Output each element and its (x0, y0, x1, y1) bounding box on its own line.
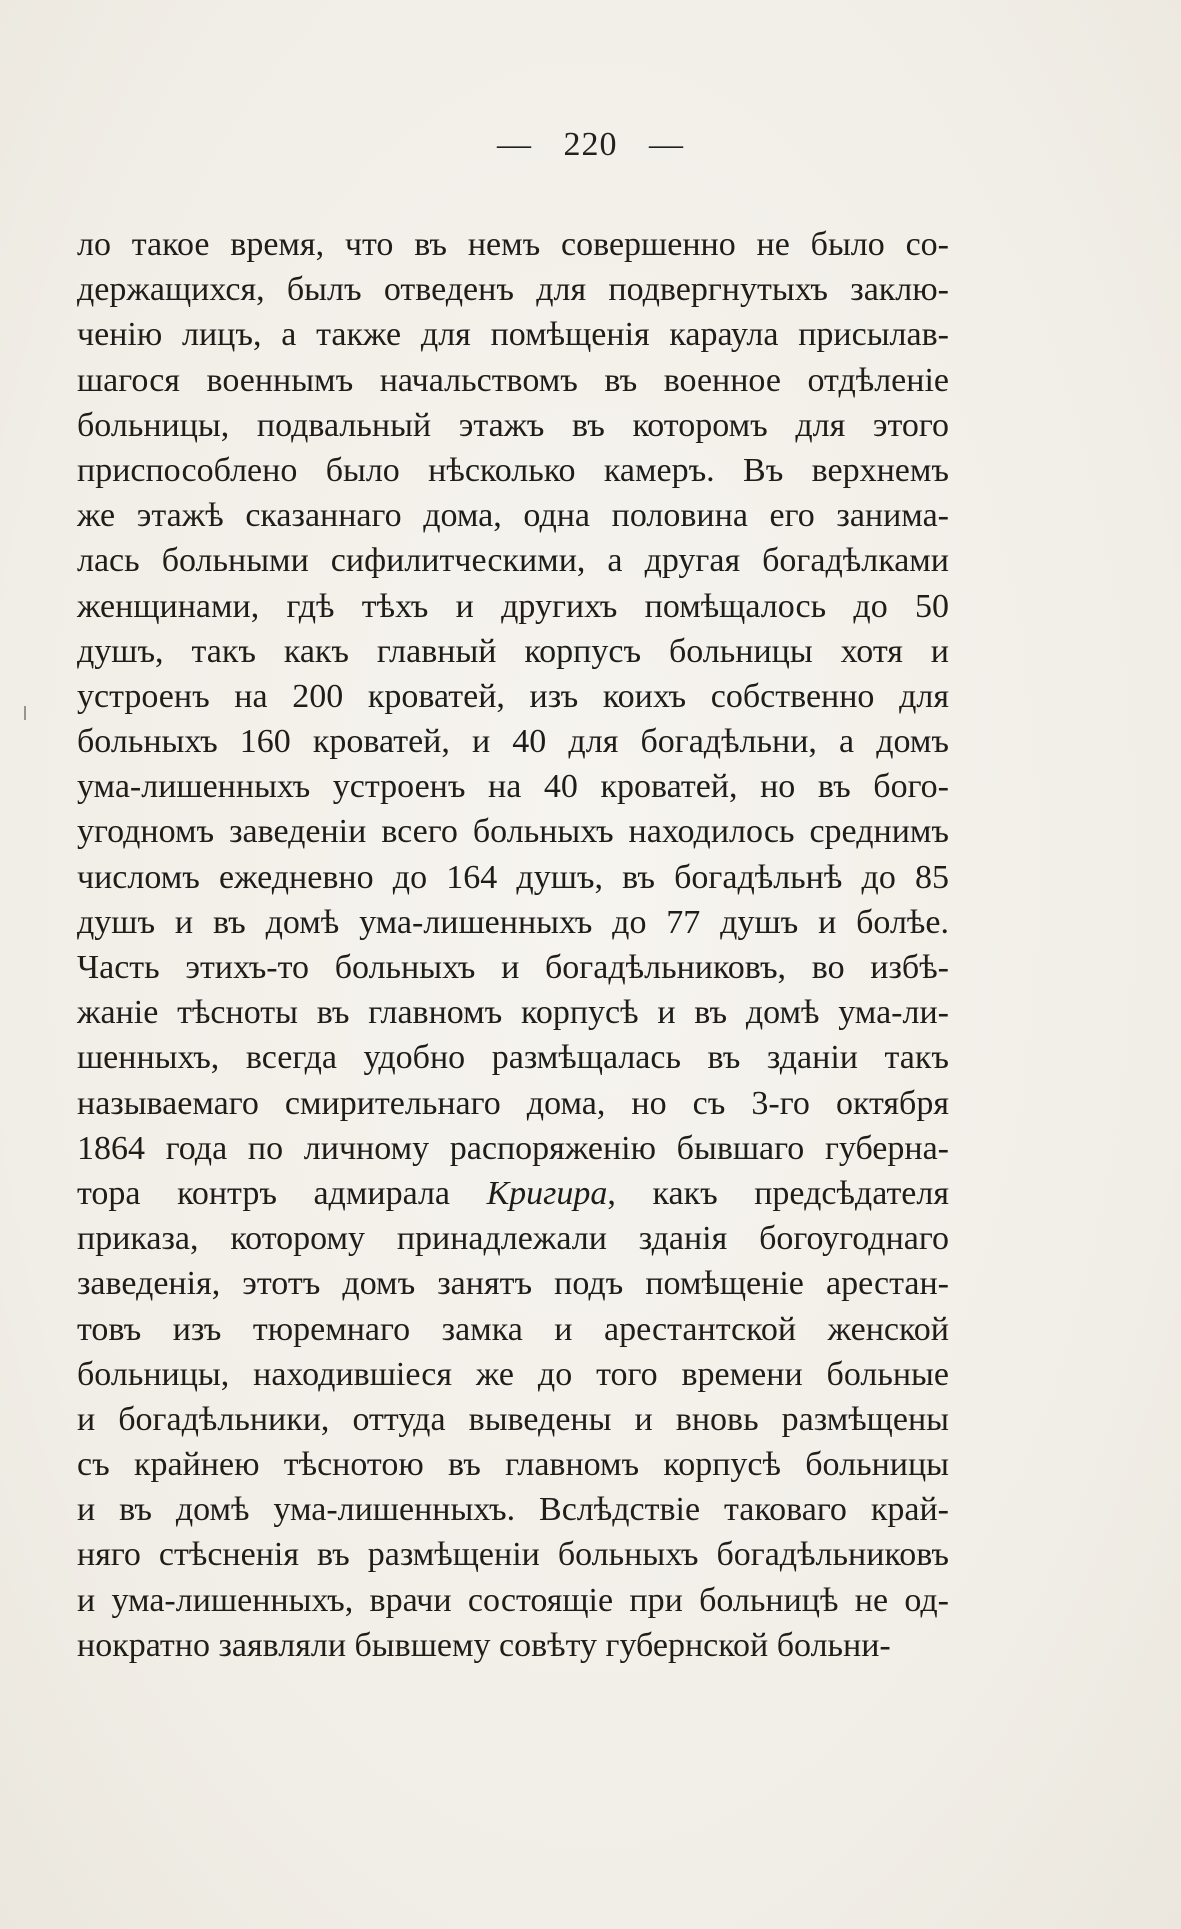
text-line (77, 764, 949, 809)
text-segment: заведенія, этотъ домъ занятъ подъ помѣщеніе арестан- (77, 1265, 949, 1303)
text-line (77, 809, 949, 854)
text-segment: товъ изъ тюремнаго замка и арестантской женской (77, 1310, 949, 1348)
text-segment: устроенъ на 200 кроватей, изъ коихъ собственно для (77, 677, 949, 715)
text-segment: называемаго смирительнаго дома, но съ 3-го октября (77, 1084, 949, 1122)
text-segment: шагося военнымъ начальствомъ въ военное отдѣленіе (77, 361, 949, 399)
text-line (77, 403, 949, 448)
page-number-dash-right: — (649, 126, 684, 163)
page-number: 220 (563, 126, 618, 163)
text-line (77, 1352, 949, 1397)
text-line (77, 1081, 949, 1126)
text-line (77, 1487, 949, 1532)
margin-mark (24, 706, 26, 720)
text-line (77, 719, 949, 764)
text-line (77, 538, 949, 583)
text-line (77, 900, 949, 945)
text-line (77, 312, 949, 357)
text-segment: жаніе тѣсноты въ главномъ корпусѣ и въ домѣ ума-ли- (77, 994, 949, 1032)
text-line (77, 222, 949, 267)
text-segment: душъ, такъ какъ главный корпусъ больницы хотя и (77, 632, 949, 670)
text-segment: больницы, находившіеся же до того времени больные (77, 1355, 949, 1393)
text-line (77, 1171, 949, 1216)
text-line (77, 1532, 949, 1577)
text-segment: приказа, которому принадлежали зданія богоугоднаго (77, 1220, 949, 1258)
text-line (77, 358, 949, 403)
text-segment: приспособлено было нѣсколько камеръ. Въ верхнемъ (77, 451, 949, 489)
text-segment: больныхъ 160 кроватей, и 40 для богадѣльни, а домъ (77, 723, 949, 761)
text-segment: женщинами, гдѣ тѣхъ и другихъ помѣщалось до 50 (77, 587, 949, 625)
text-line (77, 990, 949, 1035)
text-segment: числомъ ежедневно до 164 душъ, въ богадѣльнѣ до 85 (77, 858, 949, 896)
text-line (77, 493, 949, 538)
text-segment: и богадѣльники, оттуда выведены и вновь размѣщены (77, 1400, 949, 1438)
emphasized-name: Кригира (486, 1174, 608, 1212)
text-segment: ума-лишенныхъ устроенъ на 40 кроватей, но въ бого- (77, 768, 949, 806)
text-line (77, 1307, 949, 1352)
text-line (77, 1261, 949, 1306)
text-line (77, 584, 949, 629)
text-segment: шенныхъ, всегда удобно размѣщалась въ зданіи такъ (77, 1039, 949, 1077)
text-line (77, 1126, 949, 1171)
text-segment: угодномъ заведеніи всего больныхъ находилось среднимъ (77, 813, 949, 851)
text-segment: больницы, подвальный этажъ въ которомъ для этого (77, 406, 949, 444)
text-line (77, 1623, 949, 1668)
text-segment: душъ и въ домѣ ума-лишенныхъ до 77 душъ и болѣе. (77, 903, 949, 941)
text-segment: ло такое время, что въ немъ совершенно не было со- (77, 226, 949, 263)
text-segment: , какъ предсѣдателя (607, 1174, 949, 1212)
text-line (77, 1216, 949, 1261)
text-line (77, 674, 949, 719)
page-number-header (0, 126, 1181, 164)
text-segment: ченію лицъ, а также для помѣщенія караула присылав- (77, 316, 949, 354)
text-segment: съ крайнею тѣснотою въ главномъ корпусѣ больницы (77, 1446, 949, 1484)
text-segment: лась больными сифилитческими, а другая богадѣлками (77, 542, 949, 580)
text-segment: тора контръ адмирала (77, 1174, 487, 1212)
text-segment: няго стѣсненія въ размѣщеніи больныхъ богадѣльниковъ (77, 1536, 949, 1574)
text-segment: нократно заявляли бывшему совѣту губернской больни- (77, 1626, 891, 1664)
text-line (77, 267, 949, 312)
text-line (77, 448, 949, 493)
text-segment: же этажѣ сказаннаго дома, одна половина его занима- (77, 497, 949, 535)
text-line (77, 1442, 949, 1487)
text-segment: Часть этихъ-то больныхъ и богадѣльниковъ, во избѣ- (77, 949, 949, 986)
text-line (77, 945, 949, 990)
text-line (77, 855, 949, 900)
text-line (77, 1578, 949, 1623)
text-segment: 1864 года по личному распоряженію бывшаго губерна- (77, 1129, 949, 1167)
text-segment: и ума-лишенныхъ, врачи состоящіе при больницѣ не од- (77, 1581, 949, 1619)
text-line (77, 1397, 949, 1442)
text-line (77, 629, 949, 674)
body-text (77, 222, 949, 1668)
text-line (77, 1035, 949, 1080)
text-segment: и въ домѣ ума-лишенныхъ. Вслѣдствіе таковаго край- (77, 1491, 949, 1529)
page-number-dash-left: — (497, 126, 532, 163)
text-segment: держащихся, былъ отведенъ для подвергнутыхъ заклю- (77, 271, 949, 309)
